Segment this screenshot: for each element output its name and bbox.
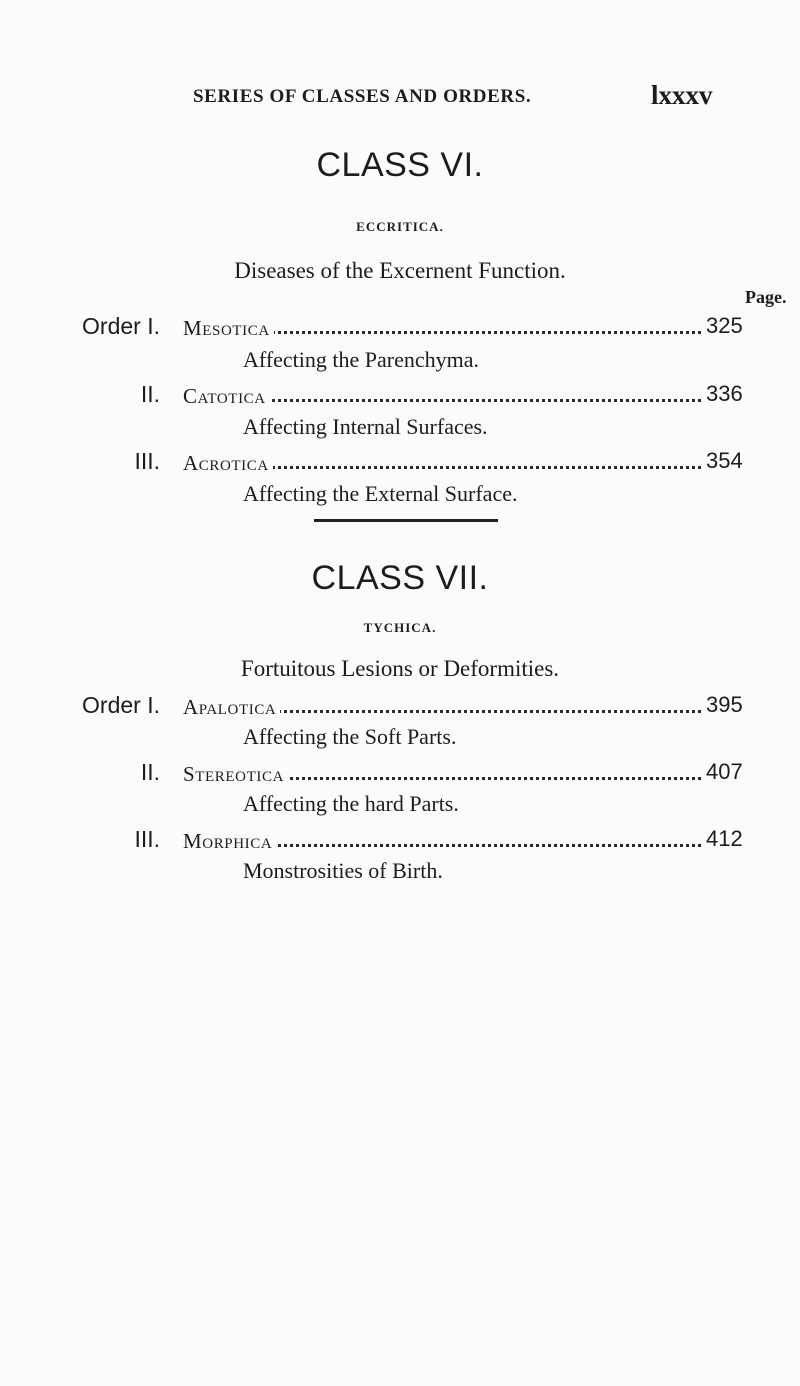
- order-affecting: Affecting Internal Surfaces.: [243, 414, 488, 439]
- order-page-number: 412: [702, 826, 743, 852]
- page-numeral: lxxxv: [651, 80, 713, 110]
- order-name: Apalotica: [183, 695, 280, 720]
- order-name: Stereotica: [183, 762, 288, 787]
- order-name: Catotica: [183, 384, 270, 409]
- order-label: II.: [140, 381, 160, 407]
- order-page-number: 354: [702, 448, 743, 474]
- order-label: III.: [134, 826, 160, 852]
- section-divider: [314, 519, 498, 522]
- order-entry: [0, 692, 800, 722]
- page-column-heading: Page.: [745, 287, 787, 307]
- order-page-number: 325: [702, 313, 743, 339]
- running-header: [0, 80, 800, 114]
- order-affecting: Affecting the hard Parts.: [243, 791, 459, 816]
- order-entry: [0, 759, 800, 789]
- order-affecting: Affecting the External Surface.: [243, 481, 518, 506]
- order-label: Order I.: [82, 692, 160, 718]
- class-title: CLASS VII.: [311, 559, 489, 597]
- order-name: Mesotica: [183, 316, 274, 341]
- class-description: Diseases of the Excernent Function.: [234, 258, 566, 283]
- order-entry: [0, 826, 800, 856]
- order-affecting: Affecting the Soft Parts.: [243, 724, 457, 749]
- class-description: Fortuitous Lesions or Deformities.: [240, 656, 560, 681]
- order-affecting: Affecting the Parenchyma.: [243, 347, 480, 372]
- order-name: Acrotica: [183, 451, 273, 476]
- order-page-number: 407: [702, 759, 743, 785]
- running-header-title: SERIES OF CLASSES AND ORDERS.: [193, 86, 532, 107]
- order-label: II.: [140, 759, 160, 785]
- class-subtitle: ECCRITICA.: [356, 219, 444, 234]
- order-entry: [0, 313, 800, 343]
- order-entry: [0, 448, 800, 478]
- order-label: Order I.: [82, 313, 160, 339]
- class-subtitle: TYCHICA.: [363, 620, 437, 635]
- order-page-number: 336: [702, 381, 743, 407]
- order-name: Morphica: [183, 829, 276, 854]
- order-affecting: Monstrosities of Birth.: [243, 858, 443, 883]
- order-label: III.: [134, 448, 160, 474]
- order-entry: [0, 381, 800, 411]
- order-page-number: 395: [702, 692, 743, 718]
- class-title: CLASS VI.: [316, 146, 484, 184]
